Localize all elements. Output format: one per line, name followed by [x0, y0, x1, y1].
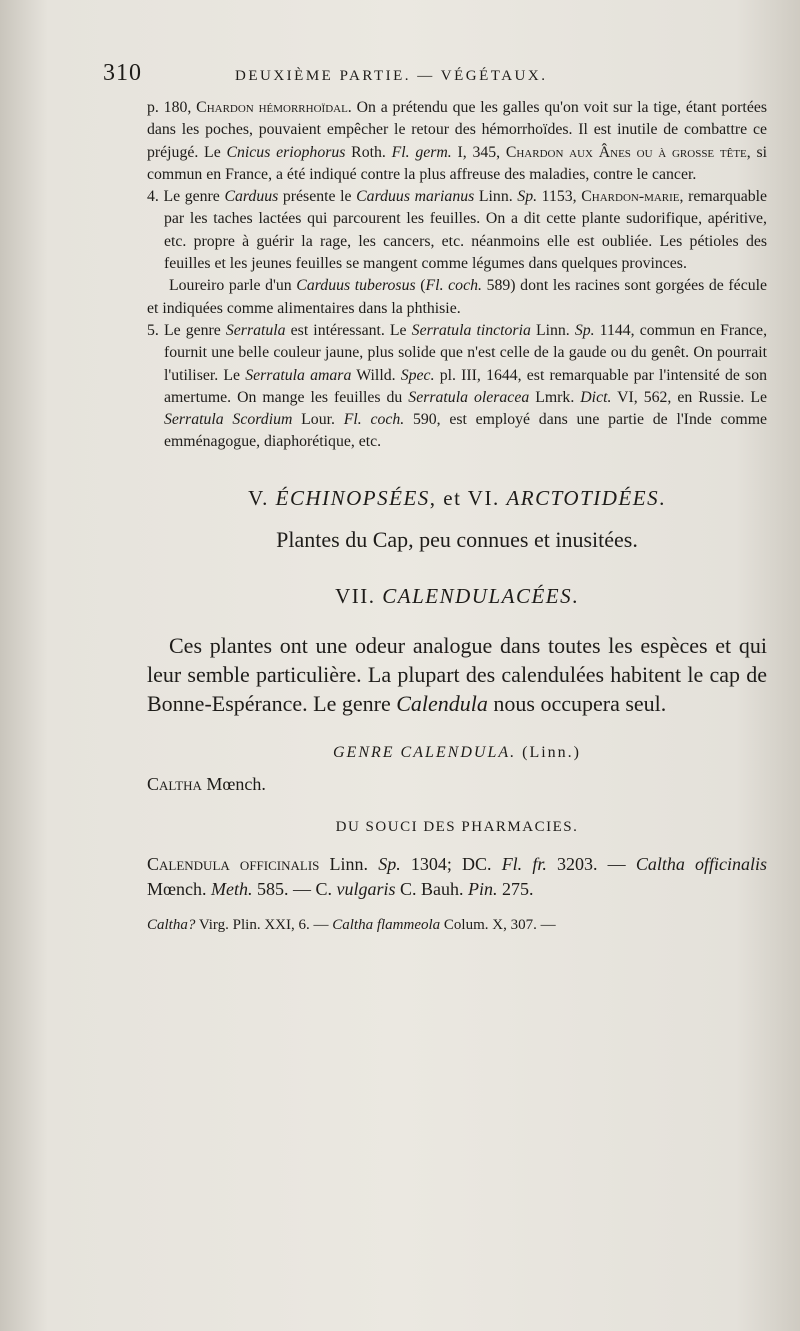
section-heading-echinopsees: V. ÉCHINOPSÉES, et VI. ARCTOTIDÉES. [248, 485, 666, 510]
item-4-carduus: 4. Le genre Carduus présente le Carduus marianus Linn. Sp. 1153, Chardon-marie, remarquable par les taches lactées qui parcourent les feuilles. On a dit cette plante sudorifique, apéritive, etc. propre à guérir la rage, les cancers, etc. néanmoins elle est oubliée. Les pétioles des feuilles et les jeunes feuilles se mangent comme légumes dans quelques provinces. [147, 188, 768, 273]
calendula-officinalis-entry: Calendula officinalis Linn. Sp. 1304; DC. Fl. fr. 3203. — Caltha officinalis Mœnch. Meth. 585. — C. vulgaris C. Bauh. Pin. 275. [147, 853, 767, 899]
upper-text-block [147, 97, 767, 454]
calendulacees-paragraph: Ces plantes ont une odeur analogue dans toutes les espèces et qui leur semble particulière. La plupart des calendulées habitent le cap de Bonne-Espérance. Le genre Calendula nous occupera seul. [147, 632, 767, 716]
running-head: DEUXIÈME PARTIE. — VÉGÉTAUX. [235, 68, 548, 84]
caltha-virgil-line: Caltha? Virg. Plin. XXI, 6. — Caltha flammeola Colum. X, 307. — [147, 916, 556, 933]
paragraph-chardon-hemorrhoidal: p. 180, Chardon hémorrhoïdal. On a prétendu que les galles qu'on voit sur la tige, étant portées dans les poches, pouvaient empêcher le retour des hémorrhoïdes. Il est inutile de combattre ce préjugé. Le Cnicus eriophorus Roth. Fl. germ. I, 345, Chardon aux Ânes ou à grosse tête, si commun en France, a été indiqué contre la plus affreuse des maladies, contre le cancer. [147, 99, 768, 183]
item-5-serratula: 5. Le genre Serratula est intéressant. Le Serratula tinctoria Linn. Sp. 1144, commun en France, fournit une belle couleur jaune, plus solide que n'est celle de la gaude ou du genêt. On pourrait l'utiliser. Le Serratula amara Willd. Spec. pl. III, 1644, est remarquable par l'intensité de son amertume. On mange les feuilles du Serratula oleracea Lmrk. Dict. VI, 562, en Russie. Le Serratula Scordium Lour. Fl. coch. 590, est employé dans une partie de l'Inde comme emménagogue, diaphorétique, etc. [147, 321, 768, 451]
paragraph-loureiro: Loureiro parle d'un Carduus tuberosus (Fl. coch. 589) dont les racines sont gorgées de fécule et indiquées comme alimentaires dans la phthisie. [147, 277, 768, 317]
souci-heading: DU SOUCI DES PHARMACIES. [335, 818, 579, 835]
cap-plants-line: Plantes du Cap, peu connues et inusitées. [276, 526, 638, 552]
page-header [103, 60, 603, 87]
section-heading-calendulacees: VII. CALENDULACÉES. [335, 583, 579, 608]
genre-calendula-heading: GENRE CALENDULA. (Linn.) [333, 743, 581, 761]
page-number: 310 [103, 60, 142, 86]
caltha-synonym: Caltha Mœnch. [147, 773, 266, 794]
page-body [147, 97, 767, 936]
